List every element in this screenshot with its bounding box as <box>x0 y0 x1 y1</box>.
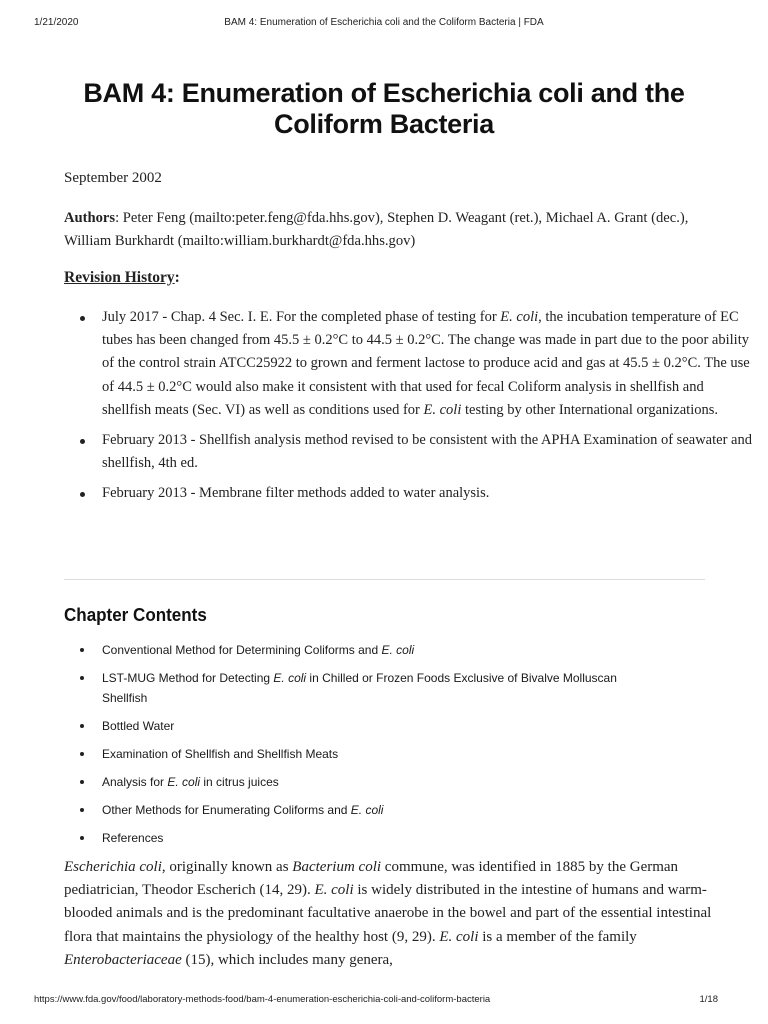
revision-text: testing by other International organizations. <box>461 401 718 418</box>
toc-italic: E. coli <box>273 671 307 685</box>
toc-text: Bottled Water <box>102 719 175 733</box>
intro-text: , originally known as <box>161 859 293 875</box>
toc-link[interactable] <box>102 671 617 705</box>
toc-item[interactable] <box>102 668 662 708</box>
authors-list[interactable]: Peter Feng (mailto:peter.feng@fda.hhs.gov), Stephen D. Weagant (ret.), Michael A. Grant (dec.), William Burkhardt (mailto:william.burkhardt@fda.hhs.gov) <box>64 210 689 249</box>
revision-history-colon: : <box>174 269 180 286</box>
intro-text: (15), which includes many genera, <box>181 951 393 968</box>
revision-item <box>102 429 754 475</box>
authors-label: Authors <box>64 210 116 226</box>
toc-text: Conventional Method for Determining Coliforms and <box>102 643 382 657</box>
authors <box>64 207 714 253</box>
toc-text: Other Methods for Enumerating Coliforms and <box>102 803 351 817</box>
toc-item[interactable] <box>102 716 662 736</box>
toc-link[interactable] <box>102 747 338 761</box>
authors-separator: : <box>115 210 123 226</box>
print-page-title: BAM 4: Enumeration of Escherichia coli and the Coliform Bacteria | FDA <box>224 17 544 28</box>
toc-text: in citrus juices <box>200 775 279 789</box>
revision-text: February 2013 - Shellfish analysis method revised to be consistent with the APHA Examination of seawater and shellfish, 4th ed. <box>102 432 752 472</box>
toc-text: References <box>102 831 164 845</box>
intro-text: is widely distributed in the intestine of humans and warm-blooded animals and is the predominant facultative anaerobe in the bowel and part of the essential intestinal flora that maintains the physiology of the healthy host (9, 29). <box>64 882 712 945</box>
toc-item[interactable] <box>102 640 662 660</box>
print-footer <box>34 994 734 1008</box>
toc-item[interactable] <box>102 772 662 792</box>
print-date: 1/21/2020 <box>34 17 79 28</box>
intro-italic: Bacterium coli <box>292 859 382 875</box>
toc-link[interactable] <box>102 719 174 733</box>
page-number: 1/18 <box>699 994 718 1005</box>
toc-italic: E. coli <box>350 803 384 817</box>
revision-text: February 2013 - Membrane filter methods added to water analysis. <box>102 485 490 502</box>
toc-item[interactable] <box>102 800 662 820</box>
revision-italic: E. coli <box>423 401 462 418</box>
intro-italic: E. coli <box>439 928 479 945</box>
print-url: https://www.fda.gov/food/laboratory-methods-food/bam-4-enumeration-escherichia-coli-and-coliform-bacteria <box>34 994 491 1005</box>
intro-text: is a member of the family <box>478 928 637 945</box>
chapter-contents-heading: Chapter Contents <box>64 604 207 625</box>
toc-italic: E. coli <box>167 775 201 789</box>
revision-item <box>102 482 754 505</box>
revision-list <box>64 306 754 513</box>
print-header <box>34 17 734 31</box>
toc-italic: E. coli <box>381 643 415 657</box>
toc-link[interactable] <box>102 803 383 817</box>
toc-link[interactable] <box>102 831 163 845</box>
chapter-contents-list <box>64 640 662 856</box>
revision-item <box>102 306 754 422</box>
toc-text: LST-MUG Method for Detecting <box>102 671 274 685</box>
toc-text: in Chilled or Frozen Foods Exclusive of Bivalve Molluscan Shellfish <box>102 671 617 705</box>
intro-italic: Escherichia coli <box>64 859 162 875</box>
revision-history-heading <box>64 269 714 287</box>
intro-italic: Enterobacteriaceae <box>64 951 182 968</box>
intro-text: commune, was identified in 1885 by the German pediatrician, Theodor Escherich (14, 29). <box>64 859 679 899</box>
page-title: BAM 4: Enumeration of Escherichia coli and the Coliform Bacteria <box>83 78 685 139</box>
toc-link[interactable] <box>102 775 279 789</box>
section-divider <box>64 579 705 580</box>
toc-text: Analysis for <box>102 775 168 789</box>
toc-item[interactable] <box>102 828 662 848</box>
revision-italic: E. coli <box>500 309 539 325</box>
revision-history-label: Revision History <box>64 269 175 286</box>
revision-text: , the incubation temperature of EC tubes has been changed from 45.5 ± 0.2°C to 44.5 ± 0.2°C. The change was made in part due to the poor ability of the control strain ATCC25922 to grown and ferment lactose to produce acid and gas at 45.5 ± 0.2°C. The use of 44.5 ± 0.2°C would also make it consistent with that used for fecal Coliform analysis in shellfish and shellfish meats (Sec. VI) as well as conditions used for <box>102 309 750 418</box>
revision-text: July 2017 - Chap. 4 Sec. I. E. For the completed phase of testing for <box>102 309 501 325</box>
intro-paragraph <box>64 856 716 972</box>
publication-date: September 2002 <box>64 170 162 186</box>
toc-item[interactable] <box>102 744 662 764</box>
intro-italic: E. coli <box>314 882 354 899</box>
toc-link[interactable] <box>102 643 414 657</box>
toc-text: Examination of Shellfish and Shellfish Meats <box>102 747 339 761</box>
